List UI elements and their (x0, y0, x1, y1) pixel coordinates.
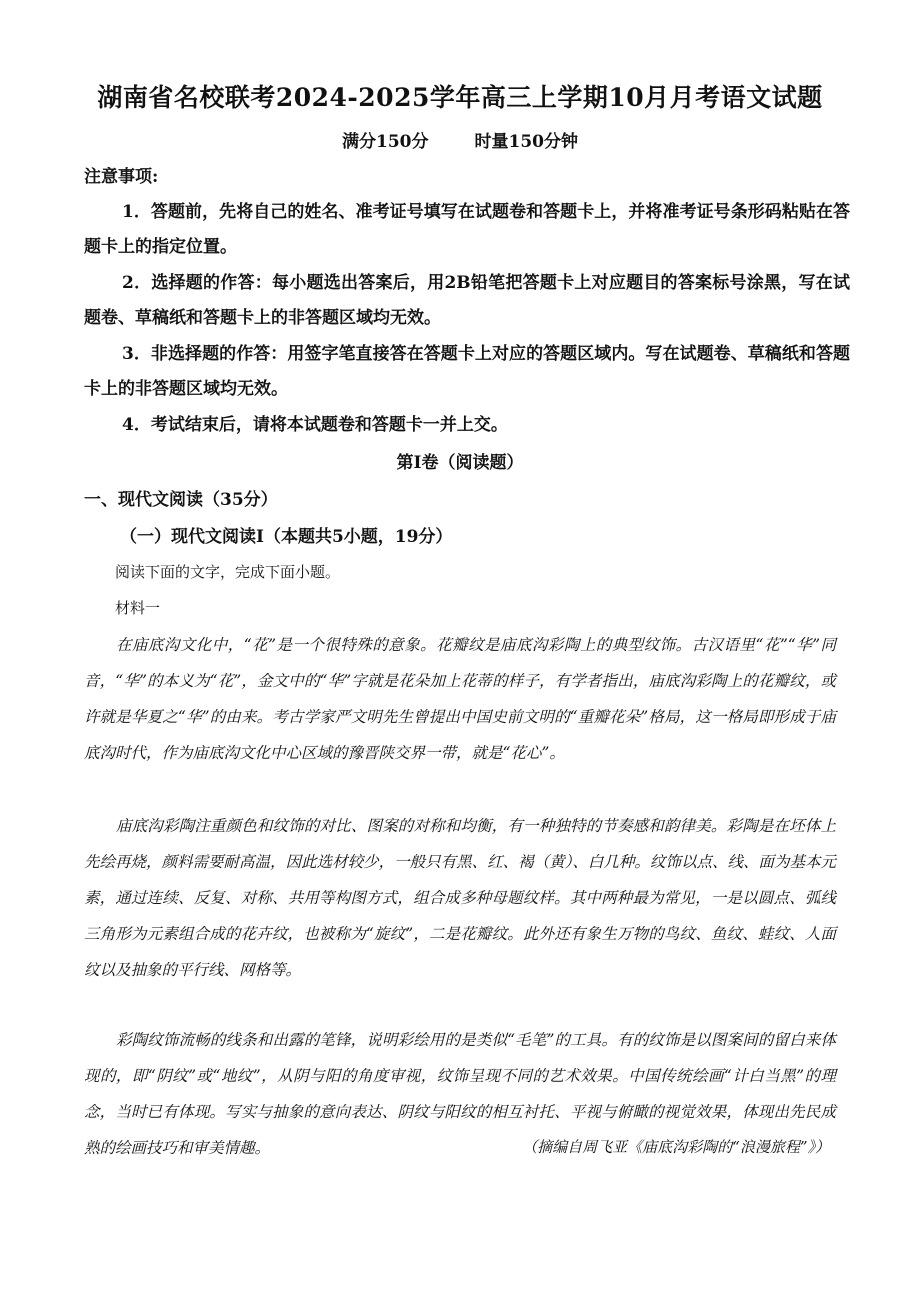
material-paragraph-2: 庙底沟彩陶注重颜色和纹饰的对比、图案的对称和均衡，有一种独特的节奏感和韵律美。彩陶是在坯体上先绘再烧，颜料需要耐高温，因此选材较少，一般只有黑、红、褐（黄）、白几种。纹饰以点、线、面为基本元素，通过连续、反复、对称、共用等构图方式，组合成多种母题纹样。其中两种最为常见，一是以圆点、弧线三角形为元素组合成的花卉纹，也被称为“旋纹”，二是花瓣纹。此外还有象生万物的鸟纹、鱼纹、蛙纹、人面纹以及抽象的平行线、网格等。 (84, 817, 836, 979)
notice-item-3: 3．非选择题的作答：用签字笔直接答在答题卡上对应的答题区域内。写在试题卷、草稿纸和答题卡上的非答题区域均无效。 (84, 344, 850, 399)
material-label: 材料一 (115, 599, 161, 617)
part-title: 一、现代文阅读（35分） (84, 490, 278, 510)
notice-heading: 注意事项: (84, 167, 159, 187)
reading-instruction: 阅读下面的文字，完成下面小题。 (115, 563, 341, 581)
notice-item-2: 2．选择题的作答：每小题选出答案后，用2B铅笔把答题卡上对应题目的答案标号涂黑，写在试题卷、草稿纸和答题卡上的非答题区域均无效。 (84, 273, 850, 328)
material-paragraph-1: 在庙底沟文化中，“花”是一个很特殊的意象。花瓣纹是庙底沟彩陶上的典型纹饰。古汉语里“花”“华”同音，“华”的本义为“花”，金文中的“华”字就是花朵加上花蒂的样子，有学者指出，庙底沟彩陶上的花瓣纹，或许就是华夏之“华”的由来。考古学家严文明先生曾提出中国史前文明的“重瓣花朵”格局，这一格局即形成于庙底沟时代，作为庙底沟文化中心区域的豫晋陕交界一带，就是“花心”。 (84, 636, 836, 762)
time-limit: 时量150分钟 (474, 132, 578, 152)
notice-item-4: 4．考试结束后，请将本试题卷和答题卡一并上交。 (122, 415, 508, 435)
material-source: （摘编自周飞亚《庙底沟彩陶的“浪漫旅程”》） (522, 1138, 830, 1156)
section-title: 第Ⅰ卷（阅读题） (396, 453, 524, 473)
full-score: 满分150分 (342, 132, 429, 152)
exam-meta (0, 127, 920, 152)
sub-part-title: （一）现代文阅读Ⅰ（本题共5小题，19分） (120, 527, 453, 547)
notice-item-1: 1．答题前，先将自己的姓名、准考证号填写在试题卷和答题卡上，并将准考证号条形码粘贴在答题卡上的指定位置。 (84, 202, 850, 257)
material-paragraph-3: 彩陶纹饰流畅的线条和出露的笔锋，说明彩绘用的是类似“毛笔”的工具。有的纹饰是以图案间的留白来体现的，即“阴纹”或“地纹”，从阴与阳的角度审视，纹饰呈现不同的艺术效果。中国传统绘画“计白当黑”的理念，当时已有体现。写实与抽象的意向表达、阴纹与阳纹的相互衬托、平视与俯瞰的视觉效果，体现出先民成熟的绘画技巧和审美情趣。 (84, 1031, 836, 1157)
exam-title: 湖南省名校联考2024-2025学年高三上学期10月月考语文试题 (97, 83, 823, 112)
